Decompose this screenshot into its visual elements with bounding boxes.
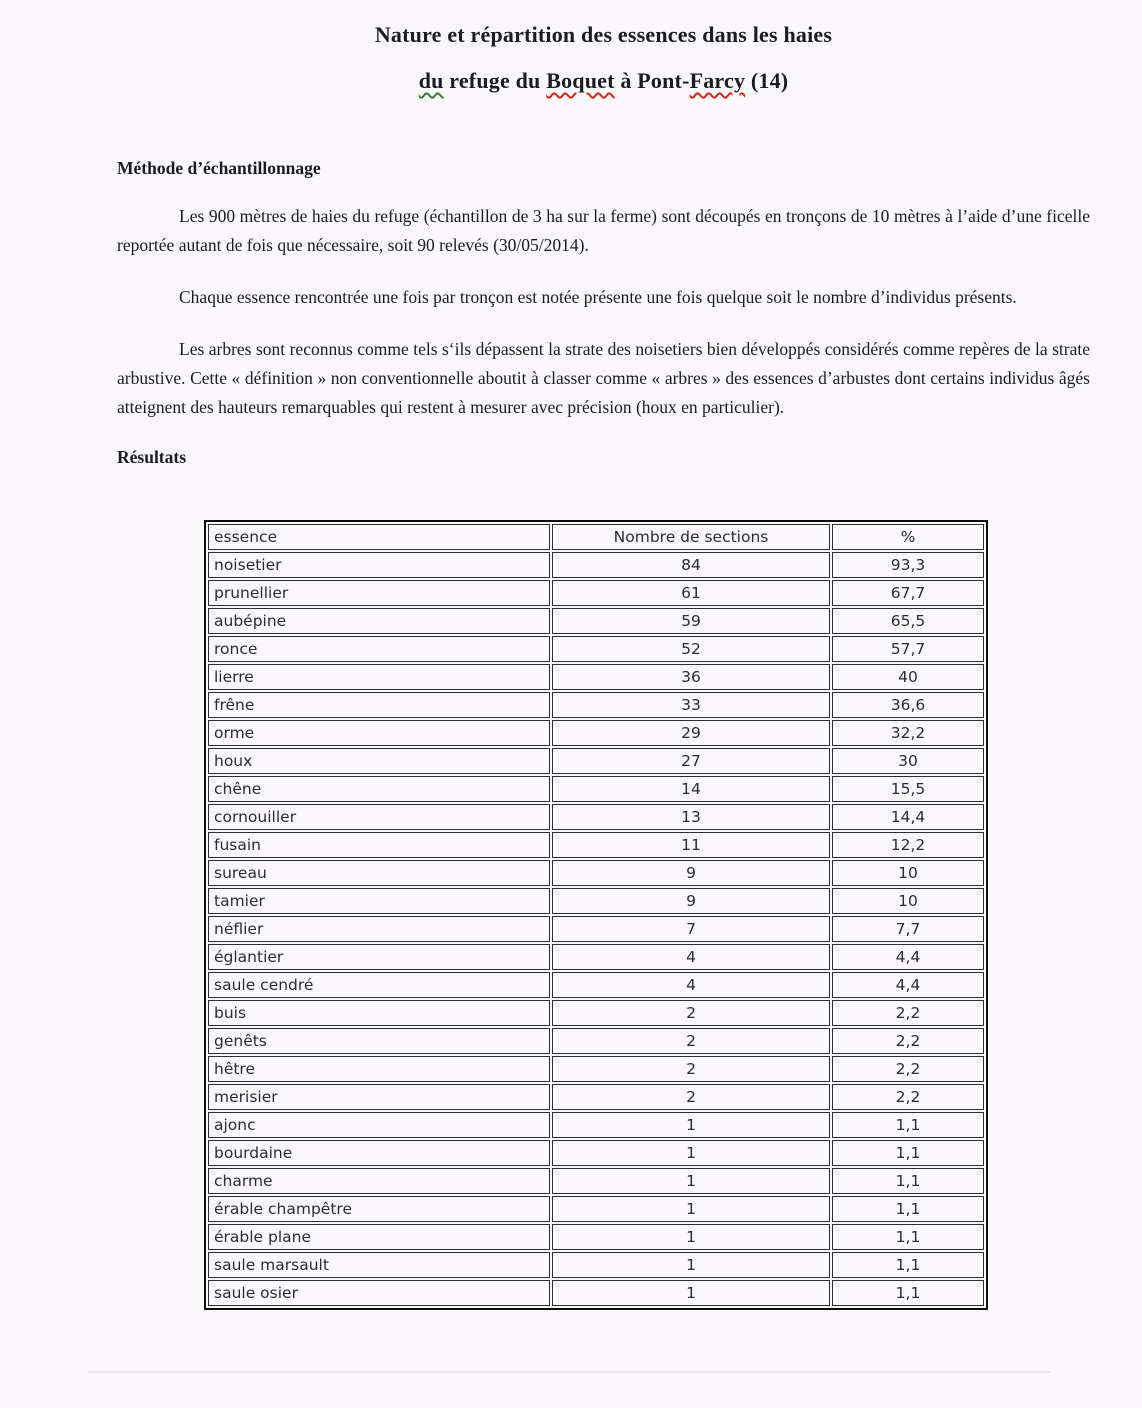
cell-nombre-de-sections: 4 bbox=[552, 972, 830, 998]
table-row bbox=[208, 1280, 984, 1306]
section-heading-methode: Méthode d’échantillonnage bbox=[117, 158, 321, 178]
cell-percent: 4,4 bbox=[832, 972, 984, 998]
col-header-nombre-de-sections: Nombre de sections bbox=[552, 524, 830, 550]
cell-percent: 93,3 bbox=[832, 552, 984, 578]
cell-essence: chêne bbox=[208, 776, 550, 802]
cell-percent: 7,7 bbox=[832, 916, 984, 942]
document-title-line2 bbox=[117, 68, 1090, 94]
cell-nombre-de-sections: 2 bbox=[552, 1084, 830, 1110]
cell-essence: fusain bbox=[208, 832, 550, 858]
table-row bbox=[208, 1196, 984, 1222]
cell-percent: 57,7 bbox=[832, 636, 984, 662]
cell-percent: 15,5 bbox=[832, 776, 984, 802]
cell-percent: 1,1 bbox=[832, 1196, 984, 1222]
section-heading-resultats: Résultats bbox=[117, 447, 187, 467]
cell-essence: aubépine bbox=[208, 608, 550, 634]
cell-essence: hêtre bbox=[208, 1056, 550, 1082]
cell-percent: 32,2 bbox=[832, 720, 984, 746]
document-title-line1: Nature et répartition des essences dans les haies bbox=[374, 22, 833, 47]
cell-essence: houx bbox=[208, 748, 550, 774]
table-row bbox=[208, 1084, 984, 1110]
table-row bbox=[208, 720, 984, 746]
cell-nombre-de-sections: 1 bbox=[552, 1196, 830, 1222]
cell-percent: 30 bbox=[832, 748, 984, 774]
cell-essence: ajonc bbox=[208, 1112, 550, 1138]
spellcheck-flagged-word: Boquet bbox=[546, 68, 615, 93]
table-row bbox=[208, 552, 984, 578]
cell-essence: sureau bbox=[208, 860, 550, 886]
table-row bbox=[208, 972, 984, 998]
table-row bbox=[208, 916, 984, 942]
cell-nombre-de-sections: 14 bbox=[552, 776, 830, 802]
cell-essence: églantier bbox=[208, 944, 550, 970]
species-table bbox=[204, 520, 988, 1310]
table-header-row bbox=[208, 524, 984, 550]
cell-nombre-de-sections: 36 bbox=[552, 664, 830, 690]
table-row bbox=[208, 804, 984, 830]
cell-nombre-de-sections: 2 bbox=[552, 1000, 830, 1026]
cell-essence: cornouiller bbox=[208, 804, 550, 830]
title-text-segment: à Pont- bbox=[614, 68, 690, 93]
table-row bbox=[208, 1224, 984, 1250]
cell-nombre-de-sections: 1 bbox=[552, 1168, 830, 1194]
paragraph-presence-rule: Chaque essence rencontrée une fois par tronçon est notée présente une fois quelque soit le nombre d’individus présents. bbox=[179, 287, 1017, 307]
cell-nombre-de-sections: 29 bbox=[552, 720, 830, 746]
cell-nombre-de-sections: 11 bbox=[552, 832, 830, 858]
cell-nombre-de-sections: 2 bbox=[552, 1056, 830, 1082]
table-row bbox=[208, 664, 984, 690]
table-row bbox=[208, 1112, 984, 1138]
table-row bbox=[208, 1056, 984, 1082]
cell-essence: néflier bbox=[208, 916, 550, 942]
table-row bbox=[208, 692, 984, 718]
cell-nombre-de-sections: 52 bbox=[552, 636, 830, 662]
cell-nombre-de-sections: 33 bbox=[552, 692, 830, 718]
cell-essence: genêts bbox=[208, 1028, 550, 1054]
cell-essence: ronce bbox=[208, 636, 550, 662]
cell-essence: buis bbox=[208, 1000, 550, 1026]
cell-percent: 2,2 bbox=[832, 1056, 984, 1082]
cell-nombre-de-sections: 84 bbox=[552, 552, 830, 578]
results-table-container bbox=[204, 520, 1090, 1310]
cell-essence: frêne bbox=[208, 692, 550, 718]
table-row bbox=[208, 636, 984, 662]
paragraph-tree-definition: Les arbres sont reconnus comme tels s‘ils dépassent la strate des noisetiers bien développés considérés comme repères de la strate arbustive. Cette « définition » non conventionnelle aboutit à classer comme « arbres » des essences d’arbustes dont certains individus âgés atteignent des hauteurs remarquables qui restent à mesurer avec précision (houx en particulier). bbox=[117, 339, 1090, 417]
cell-percent: 2,2 bbox=[832, 1000, 984, 1026]
cell-nombre-de-sections: 1 bbox=[552, 1252, 830, 1278]
table-row bbox=[208, 860, 984, 886]
spellcheck-flagged-word: du bbox=[418, 68, 444, 93]
cell-percent: 1,1 bbox=[832, 1140, 984, 1166]
table-row bbox=[208, 1140, 984, 1166]
cell-percent: 4,4 bbox=[832, 944, 984, 970]
cell-nombre-de-sections: 4 bbox=[552, 944, 830, 970]
table-row bbox=[208, 832, 984, 858]
cell-nombre-de-sections: 9 bbox=[552, 888, 830, 914]
cell-essence: prunellier bbox=[208, 580, 550, 606]
col-header-percent: % bbox=[832, 524, 984, 550]
cell-nombre-de-sections: 61 bbox=[552, 580, 830, 606]
cell-nombre-de-sections: 27 bbox=[552, 748, 830, 774]
cell-percent: 2,2 bbox=[832, 1084, 984, 1110]
footer-divider bbox=[88, 1371, 1050, 1373]
cell-essence: lierre bbox=[208, 664, 550, 690]
cell-percent: 1,1 bbox=[832, 1252, 984, 1278]
cell-percent: 10 bbox=[832, 888, 984, 914]
table-row bbox=[208, 1028, 984, 1054]
table-row bbox=[208, 776, 984, 802]
cell-percent: 67,7 bbox=[832, 580, 984, 606]
cell-essence: bourdaine bbox=[208, 1140, 550, 1166]
table-row bbox=[208, 1168, 984, 1194]
cell-percent: 12,2 bbox=[832, 832, 984, 858]
table-row bbox=[208, 580, 984, 606]
cell-percent: 1,1 bbox=[832, 1224, 984, 1250]
cell-essence: noisetier bbox=[208, 552, 550, 578]
cell-essence: érable champêtre bbox=[208, 1196, 550, 1222]
cell-nombre-de-sections: 13 bbox=[552, 804, 830, 830]
table-row bbox=[208, 1000, 984, 1026]
cell-nombre-de-sections: 59 bbox=[552, 608, 830, 634]
cell-essence: charme bbox=[208, 1168, 550, 1194]
cell-nombre-de-sections: 7 bbox=[552, 916, 830, 942]
cell-percent: 10 bbox=[832, 860, 984, 886]
cell-nombre-de-sections: 1 bbox=[552, 1140, 830, 1166]
cell-nombre-de-sections: 2 bbox=[552, 1028, 830, 1054]
table-row bbox=[208, 944, 984, 970]
cell-nombre-de-sections: 1 bbox=[552, 1224, 830, 1250]
cell-essence: saule osier bbox=[208, 1280, 550, 1306]
cell-essence: merisier bbox=[208, 1084, 550, 1110]
cell-percent: 1,1 bbox=[832, 1280, 984, 1306]
table-row bbox=[208, 748, 984, 774]
paragraph-sampling-method: Les 900 mètres de haies du refuge (échantillon de 3 ha sur la ferme) sont découpés en tronçons de 10 mètres à l’aide d’une ficelle reportée autant de fois que nécessaire, soit 90 relevés (30/05/2014). bbox=[117, 206, 1090, 255]
table-row bbox=[208, 1252, 984, 1278]
cell-essence: saule marsault bbox=[208, 1252, 550, 1278]
cell-essence: tamier bbox=[208, 888, 550, 914]
species-table-body bbox=[208, 552, 984, 1306]
spellcheck-flagged-word: Farcy bbox=[689, 68, 746, 93]
title-text-segment: refuge du bbox=[443, 68, 547, 93]
cell-percent: 36,6 bbox=[832, 692, 984, 718]
cell-nombre-de-sections: 1 bbox=[552, 1112, 830, 1138]
cell-percent: 1,1 bbox=[832, 1168, 984, 1194]
cell-percent: 65,5 bbox=[832, 608, 984, 634]
col-header-essence: essence bbox=[208, 524, 550, 550]
cell-essence: orme bbox=[208, 720, 550, 746]
cell-nombre-de-sections: 1 bbox=[552, 1280, 830, 1306]
title-text-segment: (14) bbox=[745, 68, 789, 93]
table-row bbox=[208, 888, 984, 914]
table-row bbox=[208, 608, 984, 634]
cell-percent: 2,2 bbox=[832, 1028, 984, 1054]
cell-essence: érable plane bbox=[208, 1224, 550, 1250]
cell-percent: 40 bbox=[832, 664, 984, 690]
cell-nombre-de-sections: 9 bbox=[552, 860, 830, 886]
cell-essence: saule cendré bbox=[208, 972, 550, 998]
cell-percent: 1,1 bbox=[832, 1112, 984, 1138]
cell-percent: 14,4 bbox=[832, 804, 984, 830]
